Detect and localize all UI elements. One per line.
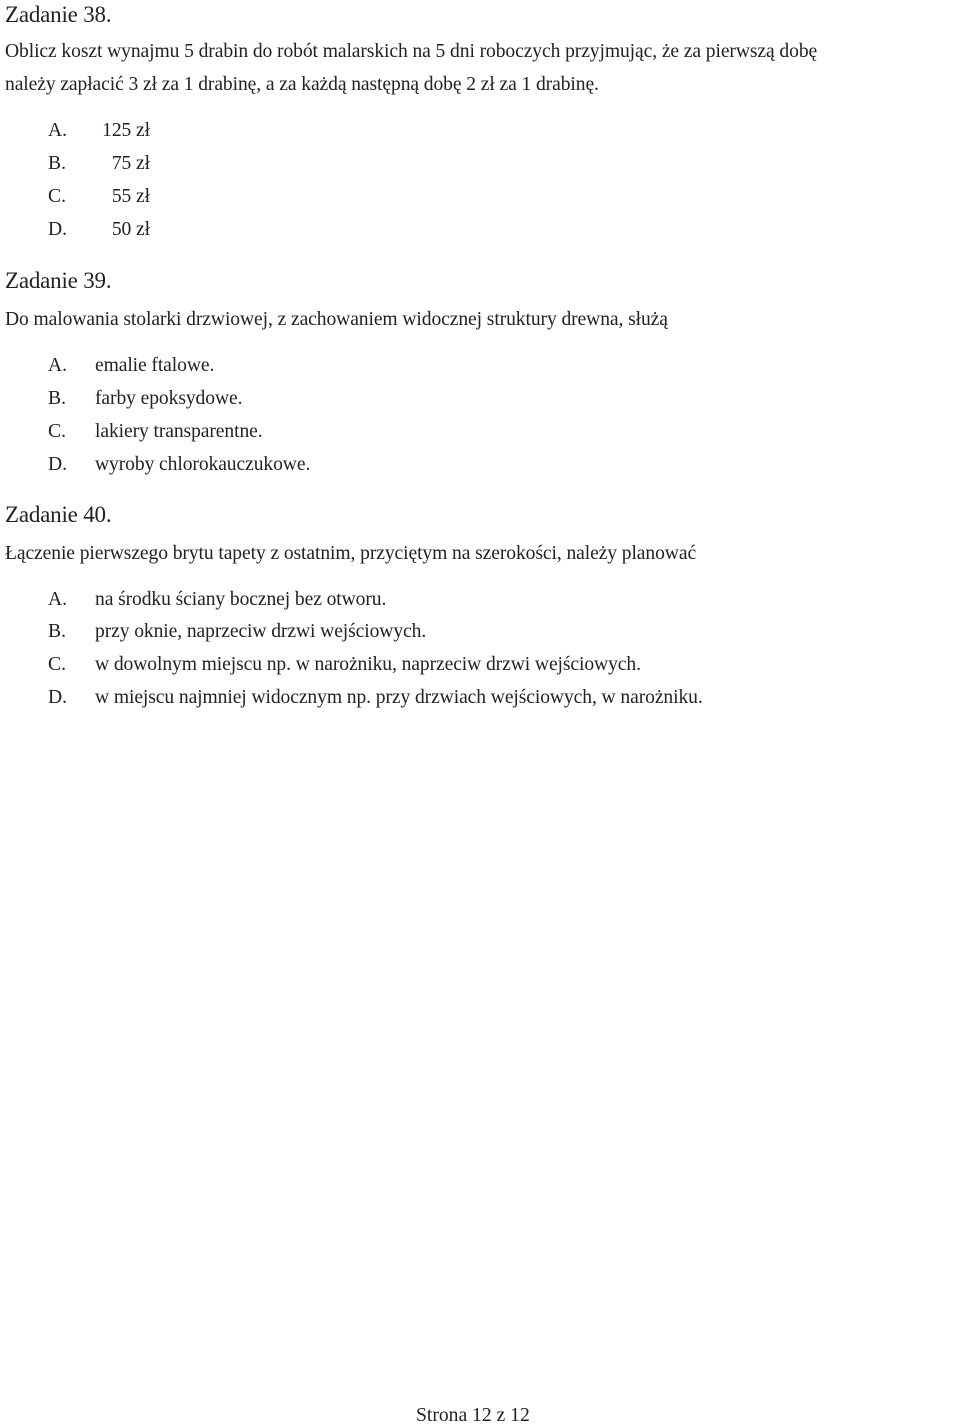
option-letter: D.	[48, 219, 68, 240]
option-text: przy oknie, naprzeciw drzwi wejściowych.	[95, 621, 427, 642]
option-letter: D.	[48, 687, 68, 708]
task-40-question-line-1: Łączenie pierwszego brytu tapety z ostatnim, przyciętym na szerokości, należy planować	[5, 543, 697, 564]
option-text: lakiery transparentne.	[95, 421, 263, 442]
option-text: 55 zł	[111, 186, 150, 207]
task-38-question-line-2: należy zapłacić 3 zł za 1 drabinę, a za każdą następną dobę 2 zł za 1 drabinę.	[5, 74, 599, 95]
option-letter: C.	[48, 186, 66, 207]
task-39-question-line-1: Do malowania stolarki drzwiowej, z zachowaniem widocznej struktury drewna, służą	[5, 309, 668, 330]
task-38-question-line-1: Oblicz koszt wynajmu 5 drabin do robót malarskich na 5 dni roboczych przyjmując, że za pierwszą dobę	[5, 41, 818, 62]
option-letter: B.	[48, 621, 66, 642]
option-letter: A.	[48, 589, 68, 610]
option-text: farby epoksydowe.	[95, 388, 243, 409]
option-text: w miejscu najmniej widocznym np. przy drzwiach wejściowych, w narożniku.	[95, 687, 703, 708]
option-letter: C.	[48, 654, 66, 675]
option-text: 50 zł	[111, 219, 150, 240]
option-letter: C.	[48, 421, 66, 442]
option-text: 75 zł	[111, 153, 150, 174]
option-text: 125 zł	[102, 120, 150, 141]
option-text: w dowolnym miejscu np. w narożniku, naprzeciw drzwi wejściowych.	[95, 654, 641, 675]
option-letter: A.	[48, 355, 68, 376]
option-letter: B.	[48, 388, 66, 409]
option-letter: B.	[48, 153, 66, 174]
option-text: na środku ściany bocznej bez otworu.	[95, 589, 387, 610]
option-letter: A.	[48, 120, 68, 141]
page-number: Strona 12 z 12	[416, 1405, 530, 1426]
task-38-title: Zadanie 38.	[5, 2, 112, 27]
task-40-title: Zadanie 40.	[5, 502, 112, 527]
option-letter: D.	[48, 454, 68, 475]
option-text: emalie ftalowe.	[95, 355, 215, 376]
option-text: wyroby chlorokauczukowe.	[95, 454, 311, 475]
task-39-title: Zadanie 39.	[5, 268, 112, 293]
